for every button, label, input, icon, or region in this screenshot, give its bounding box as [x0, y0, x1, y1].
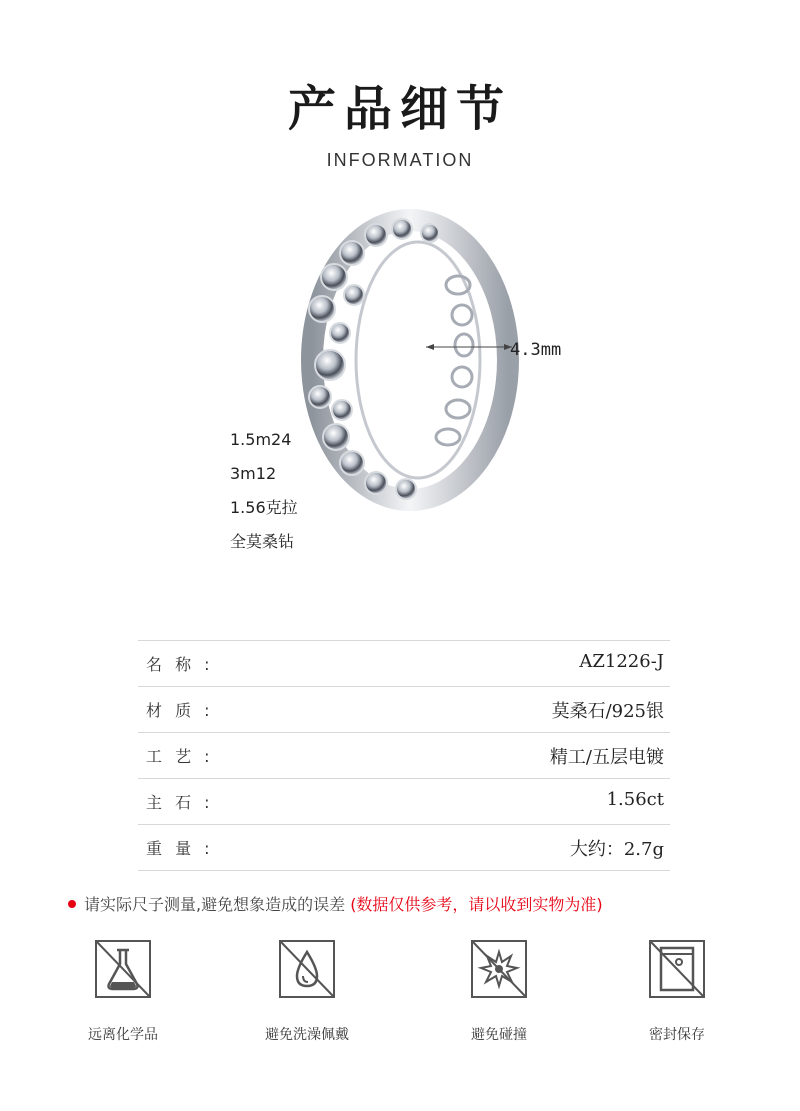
- row-value: 大约：2.7g: [569, 839, 664, 860]
- spec-line: 全莫桑钻: [230, 532, 295, 551]
- stone-spec-list: [230, 428, 298, 564]
- row-label: 材 质 :: [146, 701, 214, 720]
- row-value: AZ1226-J: [579, 651, 664, 672]
- care-item-sealed: [602, 940, 752, 1044]
- table-row: [138, 687, 670, 733]
- care-label: 避免洗澡佩戴: [265, 1027, 349, 1043]
- sealed-bag-icon: [649, 940, 705, 998]
- care-item-water: [232, 940, 382, 1044]
- spec-line: 1.5m24: [230, 430, 292, 449]
- measurement-notice: [68, 892, 603, 915]
- ring-image: [290, 205, 530, 515]
- bullet-dot-icon: [68, 900, 76, 908]
- water-drop-icon: [279, 940, 335, 998]
- spec-line: 3m12: [230, 464, 277, 483]
- spec-line: 1.56克拉: [230, 498, 298, 517]
- row-label: 重 量 :: [146, 839, 214, 858]
- care-item-impact: [424, 940, 574, 1044]
- impact-icon: [471, 940, 527, 998]
- care-label: 密封保存: [649, 1027, 705, 1043]
- row-value: 莫桑石/925银: [551, 701, 664, 722]
- care-item-chemicals: [48, 940, 198, 1044]
- table-row: [138, 641, 670, 687]
- details-table: [138, 640, 670, 871]
- care-label: 远离化学品: [88, 1027, 158, 1043]
- row-label: 名 称 :: [146, 655, 214, 674]
- band-width-label: 4.3mm: [510, 340, 562, 360]
- row-label: 工 艺 :: [146, 747, 214, 766]
- table-row: [138, 779, 670, 825]
- page-subtitle: INFORMATION: [326, 150, 474, 170]
- page-title: 产品细节: [287, 81, 512, 137]
- row-label: 主 石 :: [146, 793, 214, 812]
- row-value: 精工/五层电镀: [549, 747, 664, 768]
- table-row: [138, 733, 670, 779]
- row-value: 1.56ct: [606, 789, 664, 810]
- notice-text: 请实际尺子测量,避免想象造成的误差: [84, 895, 346, 914]
- care-label: 避免碰撞: [471, 1027, 527, 1043]
- flask-icon: [95, 940, 151, 998]
- notice-highlight: (数据仅供参考，请以收到实物为准): [350, 895, 603, 914]
- table-row: [138, 825, 670, 871]
- ring-illustration: [290, 205, 530, 515]
